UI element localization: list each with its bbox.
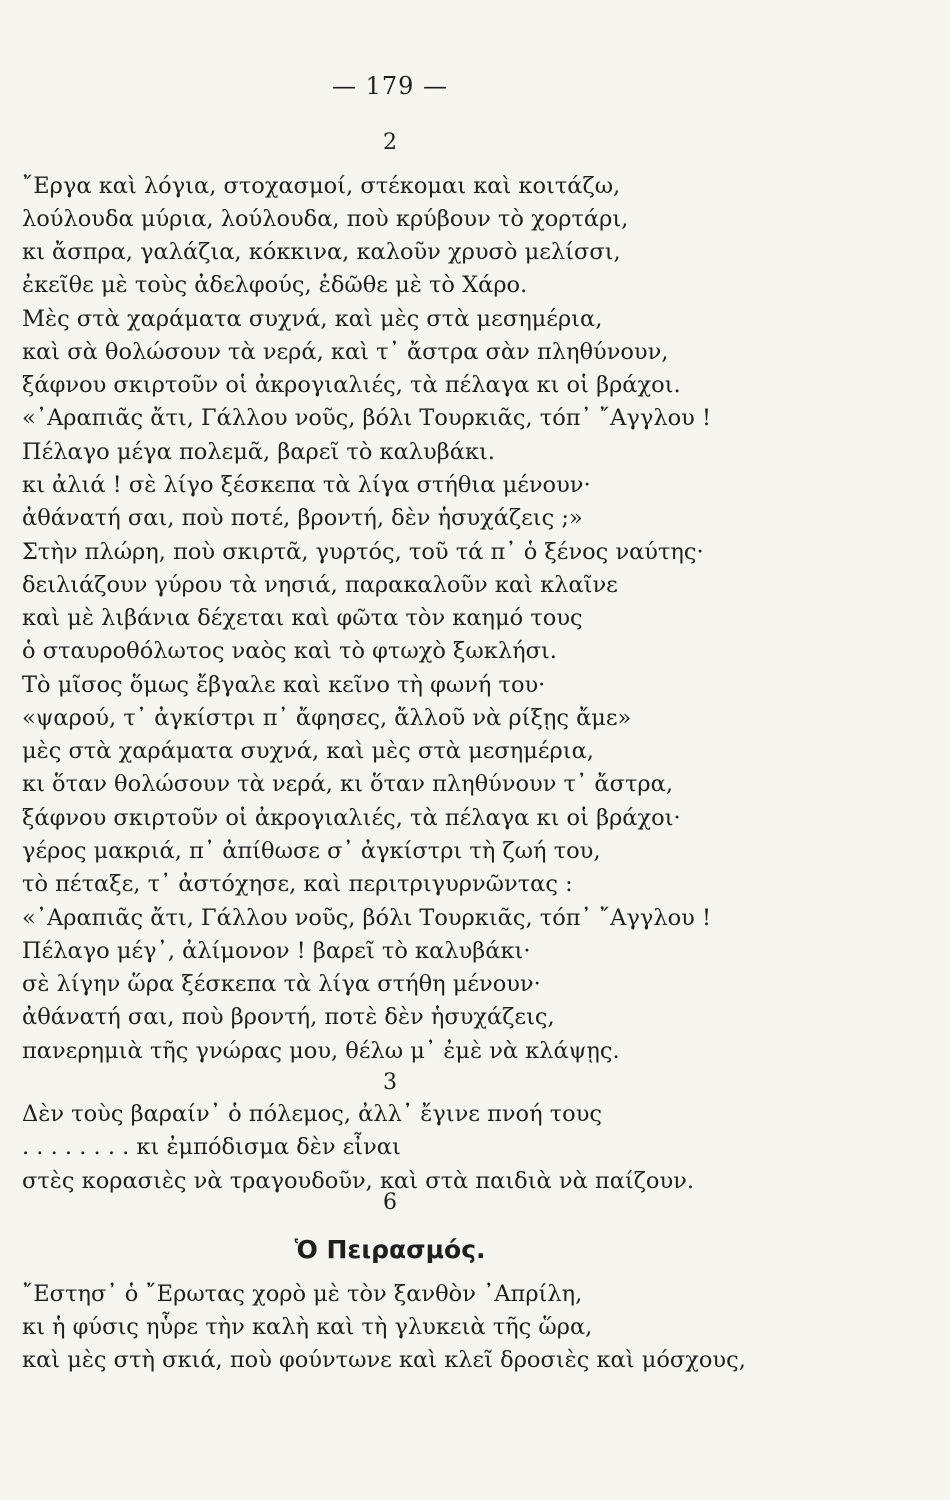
verse-line: κι ἀλιά ! σὲ λίγο ξέσκεπα τὰ λίγα στήθια μένουν· [22,472,591,498]
verse-line: λούλουδα μύρια, λούλουδα, ποὺ κρύβουν τὸ χορτάρι, [22,206,629,232]
verse-line: ξάφνου σκιρτοῦν οἱ ἀκρογιαλιές, τὰ πέλαγα κι οἱ βράχοι· [22,805,681,831]
verse-line: καὶ σὰ θολώσουν τὰ νερά, καὶ τ᾽ ἄστρα σὰν πληθύνουν, [22,339,669,365]
verse-line: πανερημιὰ τῆς γνώρας μου, θέλω μ᾽ ἐμὲ νὰ κλάψῃς. [22,1038,620,1064]
verse-line: καὶ μὲ λιβάνια δέχεται καὶ φῶτα τὸν καημό τους [22,605,583,631]
poem-heading: Ὁ Πειρασμός. [294,1235,486,1264]
section-number: 6 [383,1190,397,1215]
verse-line: ῎Εστησ᾽ ὁ ῎Ερωτας χορὸ μὲ τὸν ξανθὸν ᾽Απρίλη, [22,1281,583,1307]
verse-line: στὲς κορασιὲς νὰ τραγουδοῦν, καὶ στὰ παιδιὰ νὰ παίζουν. [22,1168,694,1194]
section-number: 2 [383,130,397,155]
verse-line: ἀθάνατή σαι, ποὺ βροντή, ποτὲ δὲν ἡσυχάζεις, [22,1004,555,1030]
verse-line: Στὴν πλώρη, ποὺ σκιρτᾶ, γυρτός, τοῦ τά π᾽ ὁ ξένος ναύτης· [22,539,704,565]
verse-line: Δὲν τοὺς βαραίν᾽ ὁ πόλεμος, ἀλλ᾽ ἔγινε πνοή τους [22,1101,602,1127]
verse-line: ῎Εργα καὶ λόγια, στοχασμοί, στέκομαι καὶ κοιτάζω, [22,173,621,199]
verse-line: «᾽Αραπιᾶς ἄτι, Γάλλου νοῦς, βόλι Τουρκιᾶς, τόπ᾽ ῎Αγγλου ! [22,905,712,931]
verse-line: κι ἄσπρα, γαλάζια, κόκκινα, καλοῦν χρυσὸ μελίσσι, [22,239,621,265]
verse-line: «ψαρού, τ᾽ ἀγκίστρι π᾽ ἄφησες, ἄλλοῦ νὰ ρίξῃς ἄμε» [22,705,632,731]
verse-line: καὶ μὲς στὴ σκιά, ποὺ φούντωνε καὶ κλεῖ δροσιὲς καὶ μόσχους, [22,1347,746,1373]
verse-line: ἀθάνατή σαι, ποὺ ποτέ, βροντή, δὲν ἡσυχάζεις ;» [22,505,583,531]
verse-line: «᾽Αραπιᾶς ἄτι, Γάλλου νοῦς, βόλι Τουρκιᾶς, τόπ᾽ ῎Αγγλου ! [22,405,712,431]
verse-line: τὸ πέταξε, τ᾽ ἀστόχησε, καὶ περιτριγυρνῶντας : [22,871,573,897]
verse-line: Πέλαγο μέγ᾽, ἀλίμονον ! βαρεῖ τὸ καλυβάκι· [22,938,531,964]
verse-line: . . . . . . . . κι ἐμπόδισμα δὲν εἶναι [22,1134,401,1160]
verse-line: ἐκεῖθε μὲ τοὺς ἀδελφούς, ἐδῶθε μὲ τὸ Χάρο. [22,272,528,298]
verse-line: κι ὅταν θολώσουν τὰ νερά, κι ὅταν πληθύνουν τ᾽ ἄστρα, [22,771,673,797]
section-number: 3 [383,1070,397,1095]
verse-line: Μὲς στὰ χαράματα συχνά, καὶ μὲς στὰ μεσημέρια, [22,306,603,332]
verse-line: Πέλαγο μέγα πολεμᾶ, βαρεῖ τὸ καλυβάκι. [22,439,495,465]
page-number: — 179 — [331,72,449,100]
verse-line: κι ἡ φύσις ηὗρε τὴν καλὴ καὶ τὴ γλυκειὰ τῆς ὥρα, [22,1314,593,1340]
verse-line: σὲ λίγην ὥρα ξέσκεπα τὰ λίγα στήθη μένουν· [22,971,541,997]
verse-line: ὁ σταυροθόλωτος ναὸς καὶ τὸ φτωχὸ ξωκλήσι. [22,638,557,664]
verse-line: μὲς στὰ χαράματα συχνά, καὶ μὲς στὰ μεσημέρια, [22,738,594,764]
verse-line: Τὸ μῖσος ὅμως ἔβγαλε καὶ κεῖνο τὴ φωνή του· [22,672,546,698]
verse-line: δειλιάζουν γύρου τὰ νησιά, παρακαλοῦν καὶ κλαῖνε [22,572,618,598]
verse-line: ξάφνου σκιρτοῦν οἱ ἀκρογιαλιές, τὰ πέλαγα κι οἱ βράχοι. [22,372,681,398]
verse-line: γέρος μακριά, π᾽ ἀπίθωσε σ᾽ ἀγκίστρι τὴ ζωή του, [22,838,601,864]
